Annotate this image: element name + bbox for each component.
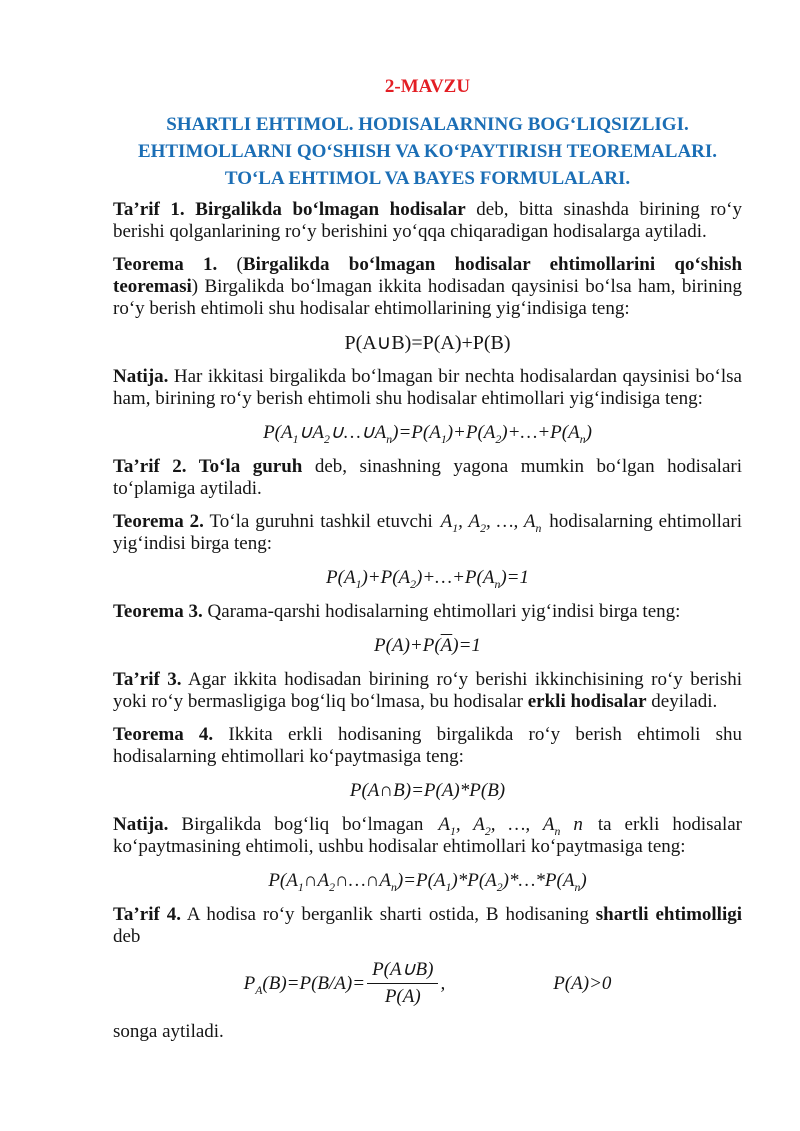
inline-math: $A_1$, $A_2$, …, $A_n$ n bbox=[438, 814, 583, 838]
formula-separator: , bbox=[440, 972, 446, 994]
subscript: 1 bbox=[355, 577, 362, 591]
formula: $P(A)+P(\overline{A})=1$ bbox=[374, 635, 481, 656]
subscript: 2 bbox=[484, 824, 491, 838]
formula: P(A∪B)=P(A)+P(B) bbox=[344, 332, 511, 354]
subscript: 2 bbox=[410, 577, 417, 591]
text-run: A hodisa ro‘y berganlik sharti ostida, B hodisaning bbox=[180, 904, 596, 925]
bold-text-run: Ta’rif 2. To‘la guruh bbox=[113, 456, 303, 477]
text-run: ( bbox=[217, 254, 243, 275]
bold-text-run: Ta’rif 4. bbox=[113, 904, 181, 925]
subscript: n bbox=[574, 880, 581, 894]
formula: $P(A_1\cap A_2\cap\dots\cap A_n)=P(A_1)*P(A_2)*\dots*P(A_n)$ bbox=[268, 870, 587, 894]
bold-text-run: Teorema 4. bbox=[113, 724, 214, 745]
text-run: Ikkita erkli hodisaning birgalikda ro‘y berish ehtimoli shu hodisalarning ehtimollari ko‘paytmasiga teng: bbox=[113, 724, 742, 767]
bold-text-run: shartli ehtimolligi bbox=[595, 904, 743, 925]
subscript: 1 bbox=[445, 880, 452, 894]
subscript: 2 bbox=[329, 880, 335, 894]
paragraph bbox=[113, 366, 742, 410]
text-run: deb bbox=[113, 926, 141, 947]
subscript: 1 bbox=[450, 824, 456, 838]
subscript: 2 bbox=[495, 432, 502, 446]
subscript: 2 bbox=[324, 432, 330, 446]
inline-math: $A_1$, $A_2$, …, $A_n$ bbox=[440, 511, 542, 535]
bold-text-run: Natija. bbox=[113, 814, 169, 835]
text-run: To‘la guruhni tashkil etuvchi bbox=[203, 511, 439, 532]
subscript: 1 bbox=[292, 432, 299, 446]
text-run: songa aytiladi. bbox=[113, 1021, 224, 1042]
fraction-denominator: P(A) bbox=[384, 986, 421, 1007]
subscript: 1 bbox=[452, 521, 459, 535]
fraction-numerator: P(A∪B) bbox=[367, 959, 438, 984]
text-run: Har ikkitasi birgalikda bo‘lmagan bir nechta hodisalardan qaysinisi bo‘lsa ham, birining ro‘y berish ehtimoli shu hodisalar ehtimollari yig‘indisiga teng: bbox=[113, 366, 742, 409]
section-heading bbox=[113, 111, 742, 192]
subscript: 1 bbox=[440, 432, 447, 446]
fraction bbox=[367, 959, 438, 1008]
overline: $\overline{A}$ bbox=[440, 635, 453, 656]
paragraph bbox=[113, 904, 742, 948]
bold-text-run: Ta’rif 1. Birgalikda bo‘lmagan hodisalar bbox=[113, 199, 466, 220]
text-run: deyiladi. bbox=[646, 691, 718, 712]
paragraph bbox=[113, 254, 742, 320]
formula: $P(A_1\cup A_2\cup\dots\cup A_n)=P(A_1)+P(A_2)+\dots+P(A_n)$ bbox=[263, 422, 592, 446]
subscript: 2 bbox=[480, 521, 486, 535]
text-run: Agar ikkita hodisadan birining ro‘y berishi ikkinchisining ro‘y berishi yoki ro‘y bermasligiga bog‘liq bo‘lmasa, bu hodisalar bbox=[113, 669, 743, 712]
text-run: Qarama-qarshi hodisalarning ehtimollari yig‘indisi birga teng: bbox=[202, 601, 681, 622]
subscript: n bbox=[554, 824, 561, 838]
formula: $P(A_1)+P(A_2)+\dots+P(A_n)=1$ bbox=[326, 567, 529, 591]
bold-text-run: Natija. bbox=[113, 366, 169, 387]
section-heading-line: TO‘LA EHTIMOL VA BAYES FORMULALARI. bbox=[224, 168, 631, 189]
paragraph bbox=[113, 456, 742, 500]
formula-with-fraction bbox=[113, 959, 742, 1008]
formula-left-side: $P_A(B)=P(B/A)=$ bbox=[243, 972, 366, 997]
paragraph bbox=[113, 199, 742, 243]
paragraph bbox=[113, 601, 742, 623]
subscript: 2 bbox=[496, 880, 503, 894]
bold-text-run: Birgalikda bo‘lmagan hodisalar ehtimollarini qo‘shish teoremasi bbox=[113, 254, 743, 297]
bold-text-run: Teorema 3. bbox=[113, 601, 203, 622]
formula: P(A∩B)=P(A)*P(B) bbox=[349, 780, 506, 801]
subscript: n bbox=[386, 432, 393, 446]
paragraph bbox=[113, 669, 742, 713]
subscript: n bbox=[579, 432, 586, 446]
text-run: Birgalikda bog‘liq bo‘lmagan bbox=[168, 814, 437, 835]
paragraph bbox=[113, 1021, 742, 1043]
page-title: 2-MAVZU bbox=[384, 76, 471, 97]
formula-condition: P(A)>0 bbox=[553, 972, 612, 994]
paragraph bbox=[113, 814, 742, 858]
bold-text-run: Ta’rif 3. bbox=[113, 669, 182, 690]
bold-text-run: Teorema 2. bbox=[113, 511, 204, 532]
subscript: n bbox=[390, 880, 397, 894]
text-run: hodisalarning ehtimollari yig‘indisi birga teng: bbox=[113, 511, 743, 554]
section-heading-line: SHARTLI EHTIMOL. HODISALARNING BOG‘LIQSIZLIGI. bbox=[166, 114, 689, 135]
document-body bbox=[113, 199, 742, 1043]
text-run: deb, sinashning yagona mumkin bo‘lgan hodisalari to‘plamiga aytiladi. bbox=[113, 456, 742, 499]
subscript: A bbox=[255, 983, 263, 997]
section-heading-line: EHTIMOLLARNI QO‘SHISH VA KO‘PAYTIRISH TEOREMALARI. bbox=[137, 141, 718, 162]
bold-text-run: Teorema 1. bbox=[113, 254, 218, 275]
paragraph bbox=[113, 724, 742, 768]
subscript: n bbox=[535, 521, 542, 535]
paragraph bbox=[113, 511, 742, 555]
text-run: deb, bitta sinashda birining ro‘y berishi qolganlarining ro‘y berishini yo‘qqa chiqaradigan hodisalarga aytiladi. bbox=[113, 199, 742, 242]
subscript: n bbox=[494, 577, 501, 591]
text-run: ) Birgalikda bo‘lmagan ikkita hodisadan qaysinisi bo‘lsa ham, birining ro‘y berish ehtimoli shu hodisalar ehtimollarining yig‘indisiga teng: bbox=[113, 276, 742, 319]
text-run: ta erkli hodisalar ko‘paytmasining ehtimoli, ushbu hodisalar ehtimollari ko‘paytmasiga teng: bbox=[113, 814, 743, 857]
bold-text-run: erkli hodisalar bbox=[527, 691, 647, 712]
subscript: 1 bbox=[297, 880, 304, 894]
